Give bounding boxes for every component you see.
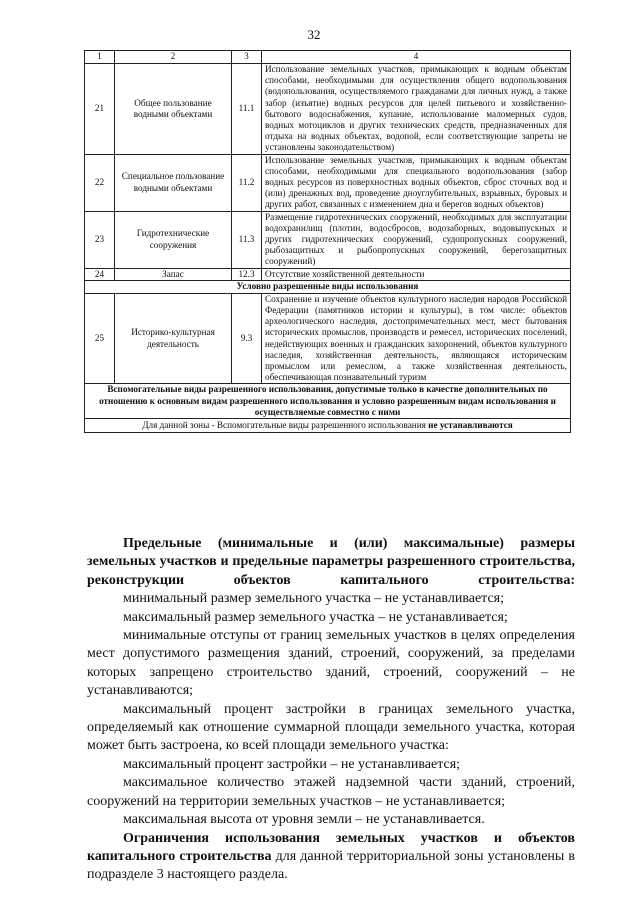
land-use-table	[84, 50, 571, 433]
use-type-name: Запас	[115, 268, 232, 280]
auxiliary-note-status: не устанавливаются	[428, 419, 513, 430]
use-type-name: Специальное пользование водными объектами	[115, 154, 232, 211]
zone-parameters-text	[87, 535, 575, 885]
max-plot-size: максимальный размер земельного участка – не устанавливается;	[123, 609, 508, 625]
column-header: 3	[232, 51, 262, 64]
row-number: 23	[85, 211, 115, 268]
min-plot-size: минимальный размер земельного участка – не устанавливается;	[123, 591, 505, 607]
max-coverage: максимальный процент застройки – не устанавливается;	[123, 756, 461, 772]
column-header: 4	[262, 51, 571, 64]
row-number: 25	[85, 293, 115, 384]
use-type-code: 9.3	[232, 293, 262, 384]
min-setbacks: минимальные отступы от границ земельных участков в целях определения мест допустимого размещения зданий, строений, сооружений, за пределами которых запрещено строительство зданий, строений, сооружений – не устанавливаются;	[87, 628, 575, 699]
use-type-code: 11.2	[232, 154, 262, 211]
table-footer-row	[85, 419, 571, 433]
max-height: максимальная высота от уровня земли – не устанавливается.	[123, 812, 485, 828]
restrictions-title: Ограничения использования земельных участков и объектов капитального строительства	[87, 830, 575, 864]
page-number: 32	[307, 27, 321, 42]
column-header: 1	[85, 51, 115, 64]
auxiliary-note-text: Для данной зоны - Вспомогательные виды разрешенного использования	[142, 419, 429, 430]
restrictions-paragraph	[87, 830, 575, 885]
table-row	[85, 211, 571, 268]
use-type-description: Использование земельных участков, примыкающих к водным объектам способами, необходимыми для осуществления общего водопользования (водопользования, осуществляемого гражданами для личных нужд, а также забор (изъятие) водных ресурсов для целей питьевого и хозяйственно-бытового водоснабжения, купание, использование маломерных судов, водных мотоциклов и других технических средств, предназначенных для отдыха на водных объектах, водопой, если соответствующие запреты не установлены законодательством)	[262, 64, 571, 155]
auxiliary-uses-note	[85, 419, 571, 433]
table-row	[85, 293, 571, 384]
parameters-heading: Предельные (минимальные и (или) максимальные) размеры земельных участков и предельные параметры разрешенного строительства, реконструкции объектов капитального строительства:	[87, 536, 575, 588]
use-type-code: 11.3	[232, 211, 262, 268]
use-type-name: Гидротехнические сооружения	[115, 211, 232, 268]
row-number: 21	[85, 64, 115, 155]
column-header: 2	[115, 51, 232, 64]
use-type-code: 12.3	[232, 268, 262, 280]
table-row	[85, 64, 571, 155]
use-type-name: Историко-культурная деятельность	[115, 293, 232, 384]
use-type-description: Размещение гидротехнических сооружений, необходимых для эксплуатации водохранилищ (плотин, водосбросов, водозаборных, водовыпускных и других гидротехнических сооружений, судопропускных сооружений, рыбозащитных и рыбопропускных сооружений, берегозащитных сооружений)	[262, 211, 571, 268]
conditional-uses-header: Условно разрешенные виды использования	[85, 280, 571, 293]
use-type-description: Отсутствие хозяйственной деятельности	[262, 268, 571, 280]
section-header-row	[85, 384, 571, 419]
use-type-description: Сохранение и изучение объектов культурного наследия народов Российской Федерации (памятников истории и культуры), в том числе: объектов археологического наследия, достопримечательных мест, мест бытования исторических промыслов, производств и ремесел, исторических поселений, недействующих военных и гражданских захоронений, объектов культурного наследия, хозяйственная деятельность, являющаяся историческим промыслом или ремеслом, а также хозяйственная деятельность, обеспечивающая познавательный туризм	[262, 293, 571, 384]
section-header-row	[85, 280, 571, 293]
use-type-name: Общее пользование водными объектами	[115, 64, 232, 155]
row-number: 22	[85, 154, 115, 211]
auxiliary-uses-header: Вспомогательные виды разрешенного использования, допустимые только в качестве дополнительных по отношению к основным видам разрешенного использования и условно разрешенным видам использования и осуществляемые совместно с ними	[85, 384, 571, 419]
use-type-description: Использование земельных участков, примыкающих к водным объектам способами, необходимыми для специального водопользования (забор водных ресурсов из поверхностных водных объектов, сброс сточных вод и (или) дренажных вод, проведение дноуглубительных, взрывных, буровых и других работ, связанных с изменением дна и берегов водных объектов)	[262, 154, 571, 211]
table-header-row	[85, 51, 571, 64]
table-row	[85, 268, 571, 280]
restrictions-text: для данной территориальной зоны установлены в подразделе 3 настоящего раздела.	[87, 848, 576, 883]
use-type-code: 11.1	[232, 64, 262, 155]
row-number: 24	[85, 268, 115, 280]
max-coverage-definition: максимальный процент застройки в границах земельного участка, определяемый как отношение суммарной площади земельного участка, которая может быть застроена, ко всей площади земельного участка:	[87, 701, 575, 754]
max-floors: максимальное количество этажей надземной части зданий, строений, сооружений на территории земельных участков – не устанавливается;	[87, 775, 575, 809]
table-row	[85, 154, 571, 211]
